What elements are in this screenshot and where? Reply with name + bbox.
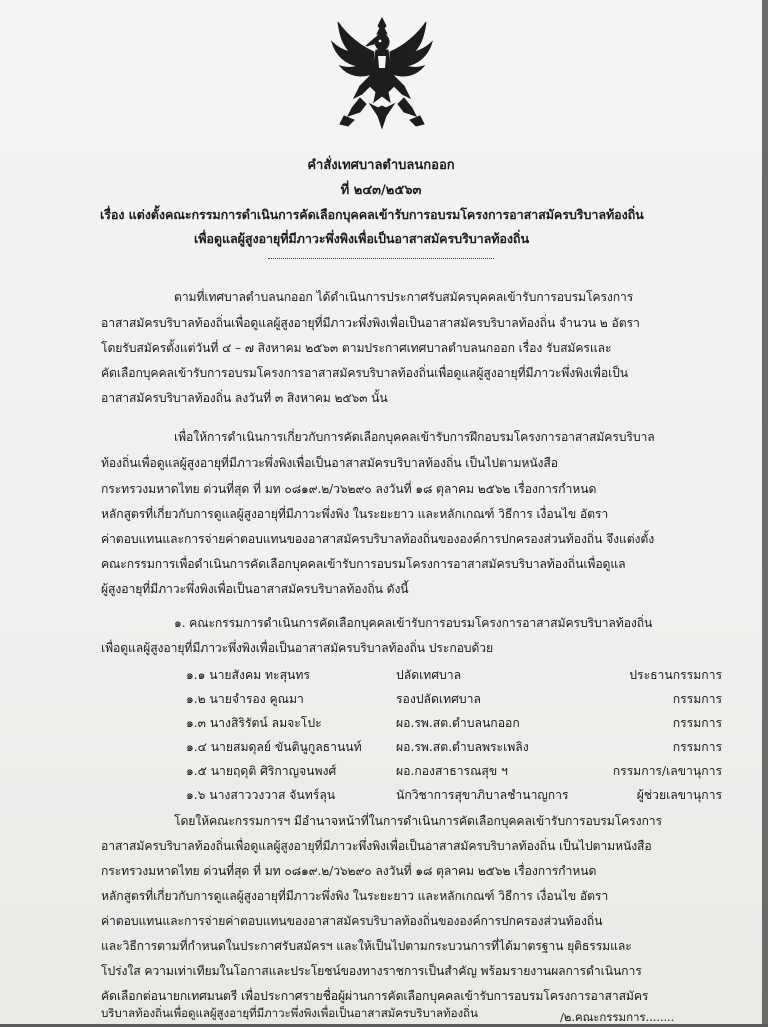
member-position: ผอ.รพ.สต.ตำบลพระเพลิง xyxy=(396,740,529,754)
member-position: ผอ.กองสาธารณสุข ฯ xyxy=(396,764,508,778)
order-title: คำสั่งเทศบาลตำบลนกออก xyxy=(307,158,455,173)
section1-line: เพื่อดูแลผู้สูงอายุที่มีภาวะพึ่งพิงเพื่อเป็นอาสาสมัครบริบาลท้องถิ่น ประกอบด้วย xyxy=(101,641,494,655)
para1-line: คัดเลือกบุคคลเข้ารับการอบรมโครงการอาสาสมัครบริบาลท้องถิ่นเพื่อดูแลผู้สูงอายุที่มีภาวะพึ่งพิงเพื่อเป็น xyxy=(101,366,629,380)
section1-line: ๑. คณะกรรมการดำเนินการคัดเลือกบุคคลเข้ารับการอบรมโครงการอาสาสมัครบริบาลท้องถิ่น xyxy=(174,616,653,630)
member-role: ผู้ช่วยเลขานุการ xyxy=(636,788,722,802)
member-role: ประธานกรรมการ xyxy=(629,668,722,682)
para3-line: ค่าตอบแทนและการจ่ายค่าตอบแทนของอาสาสมัครบริบาลท้องถิ่นขององค์การปกครองส่วนท้องถิ่น xyxy=(101,914,603,928)
para3-line: อาสาสมัครบริบาลท้องถิ่นเพื่อดูแลผู้สูงอายุที่มีภาวะพึ่งพิงเพื่อเป็นอาสาสมัครบริบาลท้องถิ่น เป็นไปตามหนังสือ xyxy=(101,839,652,853)
para3-line: หลักสูตรที่เกี่ยวกับการดูแลผู้สูงอายุที่มีภาวะพึ่งพิง ในระยะยาว และหลักเกณฑ์ วิธีการ เงื่อนไข อัตรา xyxy=(101,889,609,903)
para3-line: กระทรวงมหาดไทย ด่วนที่สุด ที่ มท ๐๘๑๙.๒/ว๖๒๙๐ ลงวันที่ ๑๘ ตุลาคม ๒๕๖๒ เรื่องการกำหนด xyxy=(101,864,597,878)
para3-line: บริบาลท้องถิ่นเพื่อดูแลผู้สูงอายุที่มีภาวะพึ่งพิงเพื่อเป็นอาสาสมัครบริบาลท้องถิ่น xyxy=(101,1006,478,1020)
para2-line: คณะกรรมการเพื่อดำเนินการคัดเลือกบุคคลเข้ารับการอบรมโครงการอาสาสมัครบริบาลท้องถิ่นเพื่อดูแล xyxy=(101,557,626,571)
para3-line: และวิธีการตามที่กำหนดในประกาศรับสมัครฯ และให้เป็นไปตามกระบวนการที่ได้มาตรฐาน ยุติธรรมและ xyxy=(101,939,632,953)
page-edge-shadow xyxy=(762,0,768,1024)
member-role: กรรมการ xyxy=(672,692,722,706)
subject-line-1: เรื่อง แต่งตั้งคณะกรรมการดำเนินการคัดเลือกบุคคลเข้ารับการอบรมโครงการอาสาสมัครบริบาลท้องถิ่น xyxy=(100,207,644,222)
para2-line: กระทรวงมหาดไทย ด่วนที่สุด ที่ มท ๐๘๑๙.๒/ว๖๒๙๐ ลงวันที่ ๑๘ ตุลาคม ๒๕๖๒ เรื่องการกำหนด xyxy=(101,482,597,496)
member-position: รองปลัดเทศบาล xyxy=(396,692,481,706)
member-name: ๑.๑ นายสังคม ทะสุนทร xyxy=(186,668,310,682)
para3-line: โดยให้คณะกรรมการฯ มีอำนาจหน้าที่ในการดำเนินการคัดเลือกบุคคลเข้ารับการอบรมโครงการ xyxy=(174,814,662,828)
para2-line: ท้องถิ่นเพื่อดูแลผู้สูงอายุที่มีภาวะพึ่งพิงเพื่อเป็นอาสาสมัครบริบาลท้องถิ่น เป็นไปตามหนังสือ xyxy=(101,456,558,470)
member-position: ผอ.รพ.สต.ตำบลนกออก xyxy=(396,716,520,730)
para3-line: โปร่งใส ความเท่าเทียมในโอกาสและประโยชน์ของทางราชการเป็นสำคัญ พร้อมรายงานผลการดำเนินการ xyxy=(101,964,642,978)
member-position: ปลัดเทศบาล xyxy=(396,668,462,682)
para2-line: เพื่อให้การดำเนินการเกี่ยวกับการคัดเลือกบุคคลเข้ารับการฝึกอบรมโครงการอาสาสมัครบริบาล xyxy=(174,430,655,444)
member-name: ๑.๒ นายจำรอง คูณมา xyxy=(186,692,304,706)
order-number: ที่ ๒๔๓/๒๕๖๓ xyxy=(340,183,422,198)
member-role: กรรมการ/เลขานุการ xyxy=(612,764,722,778)
para1-line: อาสาสมัครบริบาลท้องถิ่น ลงวันที่ ๓ สิงหาคม ๒๕๖๓ นั้น xyxy=(101,391,388,405)
para1-line: ตามที่เทศบาลตำบลนกออก ได้ดำเนินการประกาศรับสมัครบุคคลเข้ารับการอบรมโครงการ xyxy=(174,290,634,304)
subject-line-2: เพื่อดูแลผู้สูงอายุที่มีภาวะพึ่งพิงเพื่อเป็นอาสาสมัครบริบาลท้องถิ่น xyxy=(194,231,529,246)
continuation-marker: /๒.คณะกรรมการ........ xyxy=(560,1010,675,1024)
para2-line: ค่าตอบแทนและการจ่ายค่าตอบแทนของอาสาสมัครบริบาลท้องถิ่นขององค์การปกครองส่วนท้องถิ่น จึงแต่งตั้ง xyxy=(101,532,655,546)
member-role: กรรมการ xyxy=(672,716,722,730)
para1-line: อาสาสมัครบริบาลท้องถิ่นเพื่อดูแลผู้สูงอายุที่มีภาวะพึ่งพิงเพื่อเป็นอาสาสมัครบริบาลท้องถิ่น จำนวน ๒ อัตรา xyxy=(101,316,640,330)
para3-line: คัดเลือกต่อนายกเทศมนตรี เพื่อประกาศรายชื่อผู้ผ่านการคัดเลือกบุคคลเข้ารับการอบรมโครงการอาสาสมัคร xyxy=(101,989,649,1003)
member-name: ๑.๕ นายฤดุติ ศิริกาญจนพงศ์ xyxy=(186,764,337,778)
member-name: ๑.๔ นายสมดุลย์ ขันตินูกูลธานนท์ xyxy=(186,740,362,754)
member-role: กรรมการ xyxy=(672,740,722,754)
para1-line: โดยรับสมัครตั้งแต่วันที่ ๔ – ๗ สิงหาคม ๒๕๖๓ ตามประกาศเทศบาลตำบลนกออก เรื่อง รับสมัครและ xyxy=(101,341,612,355)
member-position: นักวิชาการสุขาภิบาลชำนาญการ xyxy=(396,788,569,802)
header-divider xyxy=(268,258,494,259)
para2-line: หลักสูตรที่เกี่ยวกับการดูแลผู้สูงอายุที่มีภาวะพึ่งพิง ในระยะยาว และหลักเกณฑ์ วิธีการ เงื่อนไข อัตรา xyxy=(101,507,609,521)
garuda-emblem-icon xyxy=(330,16,434,130)
member-name: ๑.๖ นางสาววงวาส จันทร์ลุน xyxy=(186,788,336,802)
para2-line: ผู้สูงอายุที่มีภาวะพึ่งพิงเพื่อเป็นอาสาสมัครบริบาลท้องถิ่น ดังนี้ xyxy=(101,582,409,596)
member-name: ๑.๓ นางสิริรัตน์ ลมจะโปะ xyxy=(186,716,322,730)
